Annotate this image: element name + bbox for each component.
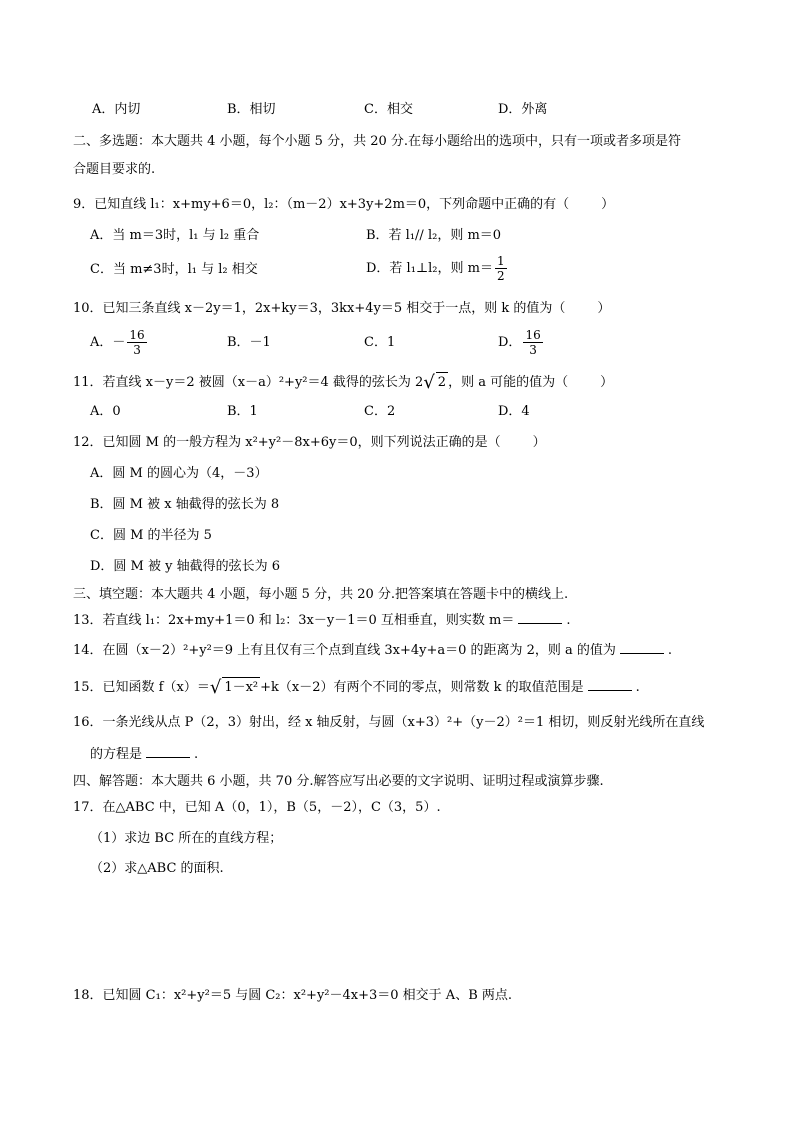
section2-heading-line1: 二、多选题：本大题共 4 小题，每个小题 5 分，共 20 分.在每小题给出的选项中，只有一项或者多项是符 [73, 134, 682, 149]
q16-end: . [194, 747, 199, 762]
q8-option-a: A．内切 [92, 102, 141, 117]
q13-stem-text: 13．若直线 l₁：2x+my+1＝0 和 l₂：3x－y－1＝0 互相垂直，则实数 m＝ [73, 613, 515, 628]
q10-option-a-fraction [127, 328, 146, 357]
q9-option-d-prefix: D．若 l₁⊥l₂，则 m＝ [366, 261, 493, 276]
q11-close: ） [600, 375, 614, 390]
q10-a-numerator: 16 [129, 328, 145, 342]
q12-stem [73, 433, 546, 453]
q10-stem [73, 299, 610, 319]
q10-option-d [498, 328, 545, 357]
q9-option-d [366, 254, 509, 283]
q10-option-c: C．1 [364, 335, 396, 350]
q11-sqrt-value: 2 [436, 372, 448, 393]
q10-option-d-prefix: D． [498, 335, 522, 350]
q14-end: . [667, 643, 673, 658]
q14-answer-blank [620, 641, 664, 654]
q15-end: . [635, 680, 640, 695]
q10-option-a-prefix: A．－ [90, 335, 126, 350]
q10-close: ） [597, 301, 611, 316]
q12-close: ） [532, 435, 546, 450]
q10-a-denominator: 3 [133, 343, 141, 357]
q8-option-b: B．相切 [227, 102, 276, 117]
q12-option-c: C．圆 M 的半径为 5 [90, 528, 212, 543]
q14-stem-text: 14．在圆（x－2）²+y²＝9 上有且仅有三个点到直线 3x+4y+a＝0 的距离为 2，则 a 的值为 [73, 643, 616, 658]
q11-option-a: A．0 [90, 404, 121, 419]
q10-option-a [90, 328, 149, 357]
q12-option-a: A．圆 M 的圆心为（4，－3） [90, 466, 268, 481]
q11-option-c: C．2 [364, 404, 396, 419]
q16-stem-line2 [90, 745, 198, 765]
q10-stem-text: 10．已知三条直线 x－2y＝1，2x+ky＝3，3kx+4y＝5 相交于一点，则 k 的值为（ [73, 301, 566, 316]
q8-option-d: D．外离 [498, 102, 548, 117]
q9-close: ） [601, 197, 615, 212]
q16-line2-text: 的方程是 [90, 747, 143, 762]
q17-stem: 17．在△ABC 中，已知 A（0，1），B（5，－2），C（3，5）. [73, 800, 441, 815]
section2-heading-line2: 合题目要求的. [73, 162, 156, 177]
q16-stem-line1: 16．一条光线从点 P（2，3）射出，经 x 轴反射，与圆（x+3）²+（y－2）²＝1 相切，则反射光线所在直线 [73, 715, 705, 730]
q16-answer-blank [146, 745, 190, 758]
q18-stem: 18．已知圆 C₁：x²+y²＝5 与圆 C₂：x²+y²－4x+3＝0 相交于 A、B 两点. [73, 988, 513, 1003]
q9-option-c: C．当 m≠3时，l₁ 与 l₂ 相交 [90, 262, 258, 277]
q15-stem-b: +k（x－2）有两个不同的零点，则常数 k 的取值范围是 [260, 680, 584, 695]
q11-stem [73, 372, 613, 393]
q17-part1: （1）求边 BC 所在的直线方程； [90, 831, 283, 846]
q15-radicand: 1－x² [222, 677, 260, 698]
q14-stem [73, 641, 672, 661]
section4-heading: 四、解答题：本大题共 6 小题，共 70 分.解答应写出必要的文字说明、证明过程或演算步骤. [73, 774, 604, 789]
q11-option-d: D．4 [498, 404, 530, 419]
sqrt-icon: √ [423, 372, 435, 393]
q11-option-b: B．1 [227, 404, 258, 419]
q12-stem-text: 12．已知圆 M 的一般方程为 x²+y²－8x+6y＝0，则下列说法正确的是（ [73, 435, 501, 450]
q10-option-b: B．－1 [227, 335, 271, 350]
section3-heading: 三、填空题：本大题共 4 小题，每小题 5 分，共 20 分.把答案填在答题卡中的横线上. [73, 587, 569, 602]
q11-stem-b: ，则 a 可能的值为（ [448, 375, 569, 390]
q11-stem-a: 11．若直线 x－y＝2 被圆（x－a）²+y²＝4 截得的弦长为 2 [73, 375, 424, 390]
q15-stem-a: 15．已知函数 f（x）＝ [73, 680, 210, 695]
q13-stem [73, 611, 571, 631]
q17-part2: （2）求△ABC 的面积. [90, 861, 224, 876]
q8-option-c: C．相交 [364, 102, 413, 117]
q13-answer-blank [518, 611, 562, 624]
q12-option-b: B．圆 M 被 x 轴截得的弦长为 8 [90, 497, 280, 512]
q15-stem [73, 677, 640, 698]
q10-option-d-fraction [523, 328, 542, 357]
q10-d-numerator: 16 [525, 328, 541, 342]
q13-end: . [566, 613, 571, 628]
q10-d-denominator: 3 [529, 343, 537, 357]
q9-option-a: A．当 m＝3时，l₁ 与 l₂ 重合 [90, 228, 260, 243]
q15-answer-blank [588, 678, 632, 691]
q9-option-d-fraction [495, 254, 507, 283]
q12-option-d: D．圆 M 被 y 轴截得的弦长为 6 [90, 559, 281, 574]
q9-stem [73, 195, 614, 215]
sqrt-icon: √ [209, 677, 222, 698]
q9-d-numerator: 1 [496, 254, 505, 268]
q9-d-denominator: 2 [496, 269, 505, 283]
q9-stem-text: 9．已知直线 l₁：x+my+6＝0，l₂：（m－2）x+3y+2m＝0，下列命题中正确的有（ [73, 197, 570, 212]
q9-option-b: B．若 l₁// l₂，则 m＝0 [366, 228, 502, 243]
